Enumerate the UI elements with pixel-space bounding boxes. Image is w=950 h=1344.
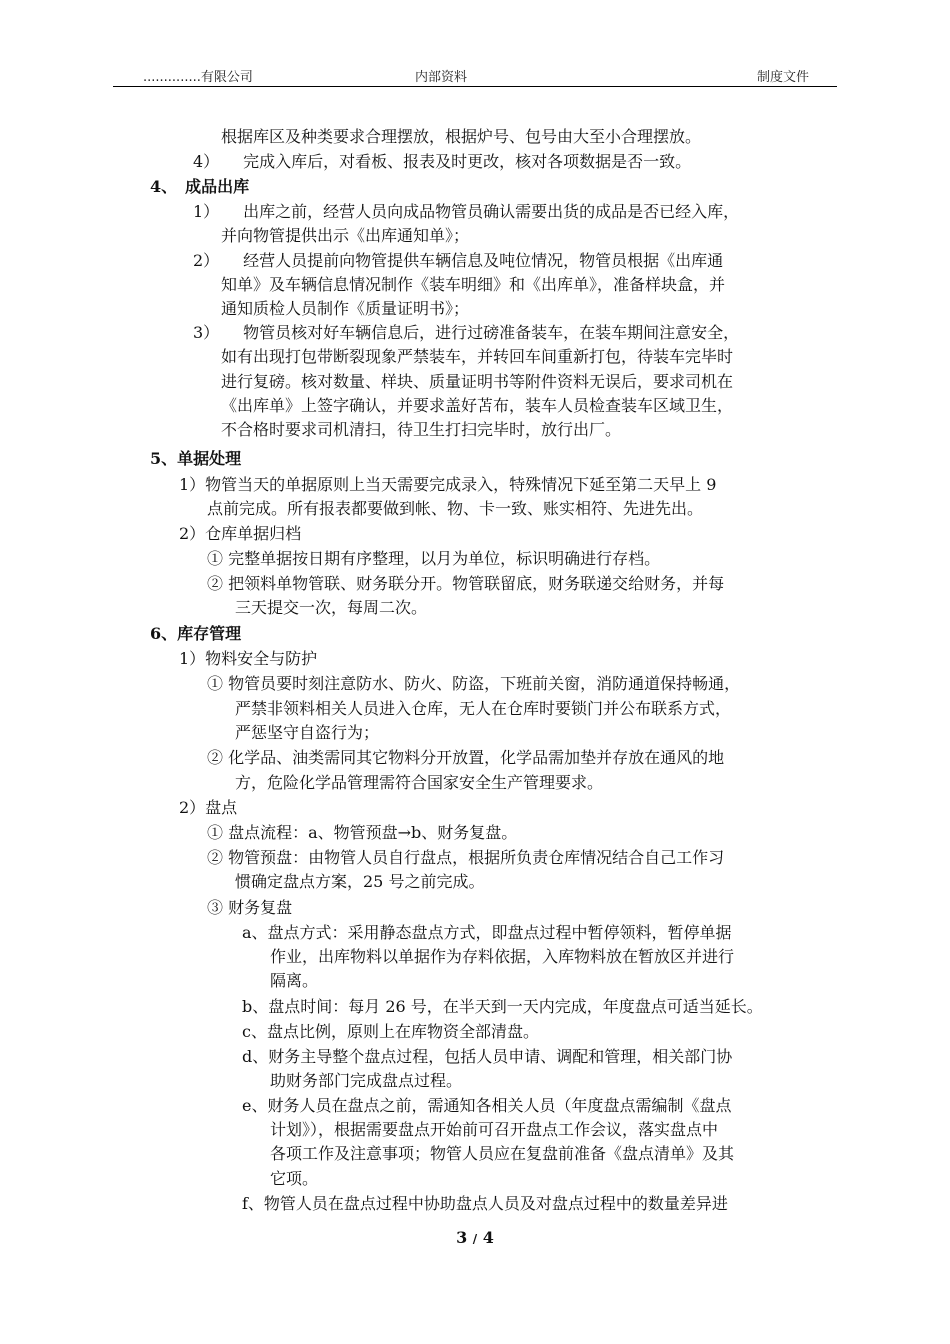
body-line: ① 完整单据按日期有序整理，以月为单位，标识明确进行存档。 — [207, 549, 661, 568]
body-line: 3） 物管员核对好车辆信息后，进行过磅准备装车，在装车期间注意安全， — [193, 323, 740, 342]
body-line: 知单》及车辆信息情况制作《装车明细》和《出库单》，准备样块盒，并 — [221, 275, 726, 294]
body-line: a、盘点方式：采用静态盘点方式，即盘点过程中暂停领料，暂停单据 — [242, 923, 732, 942]
body-line: 通知质检人员制作《质量证明书》； — [221, 299, 470, 318]
body-line: 它项。 — [270, 1169, 319, 1188]
body-line: 点前完成。所有报表都要做到帐、物、卡一致、账实相符、先进先出。 — [207, 499, 704, 518]
body-line: 各项工作及注意事项；物管人员应在复盘前准备《盘点清单》及其 — [270, 1144, 735, 1163]
body-line: 1） 出库之前，经营人员向成品物管员确认需要出货的成品是否已经入库， — [193, 202, 740, 221]
section-heading: 5、单据处理 — [150, 449, 242, 468]
body-line: 计划》），根据需要盘点开始前可召开盘点工作会议，落实盘点中 — [270, 1120, 719, 1139]
body-line: 方，危险化学品管理需符合国家安全生产管理要求。 — [235, 773, 604, 792]
body-line: ② 把领料单物管联、财务联分开。物管联留底，财务联递交给财务，并每 — [207, 574, 725, 593]
section-heading: 6、库存管理 — [150, 624, 242, 643]
body-line: ① 物管员要时刻注意防水、防火、防盗，下班前关窗，消防通道保持畅通， — [207, 674, 741, 693]
body-line: d、财务主导整个盘点过程，包括人员申请、调配和管理，相关部门协 — [242, 1047, 733, 1066]
header-rule — [113, 86, 837, 87]
body-line: 《出库单》上签字确认，并要求盖好苫布，装车人员检查装车区域卫生， — [221, 396, 734, 415]
page-total: 4 — [482, 1228, 494, 1247]
body-line: 惯确定盘点方案，25 号之前完成。 — [235, 872, 485, 891]
body-line: b、盘点时间：每月 26 号，在半天到一天内完成，年度盘点可适当延长。 — [242, 997, 763, 1016]
body-line: 并向物管提供出示《出库通知单》； — [221, 226, 470, 245]
body-line: 不合格时要求司机清扫，待卫生打扫完毕时，放行出厂。 — [221, 420, 622, 439]
header-center: 内部资料 — [415, 70, 468, 85]
body-line: 1）物管当天的单据原则上当天需要完成录入，特殊情况下延至第二天早上 9 — [179, 475, 717, 494]
body-line: 隔离。 — [270, 971, 319, 990]
section-heading: 4、 成品出库 — [150, 177, 250, 196]
body-line: ② 化学品、油类需同其它物料分开放置，化学品需加垫并存放在通风的地 — [207, 748, 725, 767]
body-line: 三天提交一次，每周二次。 — [235, 598, 428, 617]
body-line: 2）仓库单据归档 — [179, 524, 302, 543]
header-company: ..............有限公司 — [143, 70, 253, 85]
body-line: 1）物料安全与防护 — [179, 649, 318, 668]
body-line: 2） 经营人员提前向物管提供车辆信息及吨位情况，物管员根据《出库通 — [193, 251, 724, 270]
header-right: 制度文件 — [757, 70, 810, 85]
body-line: ① 盘点流程：a、物管预盘→b、财务复盘。 — [207, 823, 518, 842]
body-line: 严禁非领料相关人员进入仓库，无人在仓库时要锁门并公布联系方式， — [235, 699, 732, 718]
body-line: f、物管人员在盘点过程中协助盘点人员及对盘点过程中的数量差异进 — [242, 1194, 728, 1213]
body-line: c、盘点比例，原则上在库物资全部清盘。 — [242, 1022, 539, 1041]
body-line: e、财务人员在盘点之前，需通知各相关人员（年度盘点需编制《盘点 — [242, 1096, 732, 1115]
page-current: 3 — [456, 1228, 468, 1247]
body-line: 严惩坚守自盗行为； — [235, 723, 380, 742]
body-line: ② 物管预盘：由物管人员自行盘点，根据所负责仓库情况结合自己工作习 — [207, 848, 725, 867]
body-line: 进行复磅。核对数量、样块、质量证明书等附件资料无误后，要求司机在 — [221, 372, 734, 391]
body-line: ③ 财务复盘 — [207, 898, 293, 917]
body-line: 助财务部门完成盘点过程。 — [270, 1071, 463, 1090]
body-line: 作业，出库物料以单据作为存料依据，入库物料放在暂放区并进行 — [270, 947, 735, 966]
page-number — [0, 1228, 950, 1247]
body-line: 如有出现打包带断裂现象严禁装车，并转回车间重新打包，待装车完毕时 — [221, 347, 734, 366]
body-line: 4） 完成入库后，对看板、报表及时更改，核对各项数据是否一致。 — [193, 152, 692, 171]
body-line: 2）盘点 — [179, 798, 238, 817]
body-line: 根据库区及种类要求合理摆放，根据炉号、包号由大至小合理摆放。 — [221, 127, 702, 146]
page-separator: / — [472, 1232, 478, 1246]
